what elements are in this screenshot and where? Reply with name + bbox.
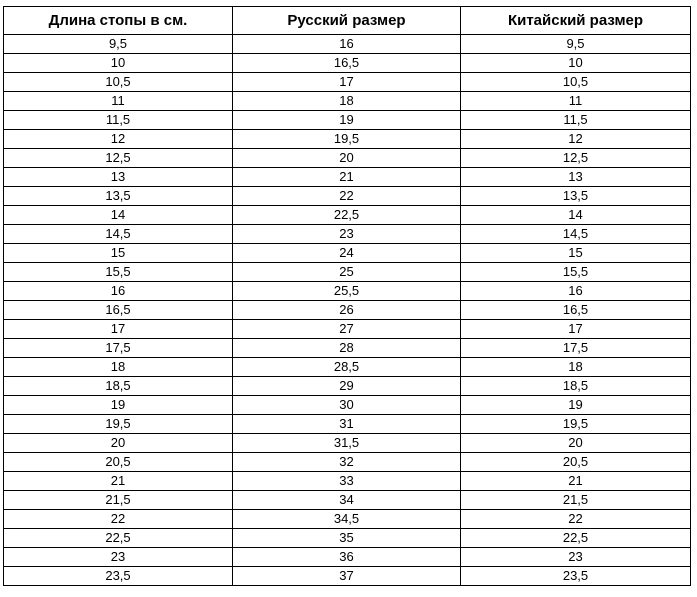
cell-chinese-size: 12 [461, 130, 691, 149]
table-row [4, 282, 691, 301]
cell-russian-size: 25,5 [233, 282, 461, 301]
cell-foot-length: 9,5 [4, 35, 233, 54]
cell-foot-length: 15 [4, 244, 233, 263]
cell-russian-size: 22,5 [233, 206, 461, 225]
cell-russian-size: 30 [233, 396, 461, 415]
cell-foot-length: 19,5 [4, 415, 233, 434]
table-row [4, 529, 691, 548]
cell-chinese-size: 23,5 [461, 567, 691, 586]
cell-foot-length: 17,5 [4, 339, 233, 358]
size-chart [3, 6, 691, 586]
cell-chinese-size: 11 [461, 92, 691, 111]
cell-chinese-size: 12,5 [461, 149, 691, 168]
cell-russian-size: 20 [233, 149, 461, 168]
cell-russian-size: 26 [233, 301, 461, 320]
cell-chinese-size: 16,5 [461, 301, 691, 320]
cell-russian-size: 29 [233, 377, 461, 396]
table-row [4, 187, 691, 206]
cell-chinese-size: 20 [461, 434, 691, 453]
cell-russian-size: 22 [233, 187, 461, 206]
cell-foot-length: 14,5 [4, 225, 233, 244]
cell-chinese-size: 15 [461, 244, 691, 263]
cell-chinese-size: 18 [461, 358, 691, 377]
cell-russian-size: 19,5 [233, 130, 461, 149]
cell-russian-size: 33 [233, 472, 461, 491]
cell-foot-length: 18 [4, 358, 233, 377]
cell-foot-length: 19 [4, 396, 233, 415]
cell-russian-size: 17 [233, 73, 461, 92]
table-row [4, 54, 691, 73]
cell-foot-length: 16 [4, 282, 233, 301]
cell-chinese-size: 23 [461, 548, 691, 567]
cell-chinese-size: 21 [461, 472, 691, 491]
cell-chinese-size: 14 [461, 206, 691, 225]
cell-russian-size: 32 [233, 453, 461, 472]
cell-chinese-size: 21,5 [461, 491, 691, 510]
table-row [4, 472, 691, 491]
table-row [4, 244, 691, 263]
cell-foot-length: 11 [4, 92, 233, 111]
cell-foot-length: 22 [4, 510, 233, 529]
cell-chinese-size: 11,5 [461, 111, 691, 130]
cell-russian-size: 24 [233, 244, 461, 263]
cell-chinese-size: 16 [461, 282, 691, 301]
cell-foot-length: 16,5 [4, 301, 233, 320]
table-row [4, 491, 691, 510]
table-row [4, 567, 691, 586]
table-row [4, 149, 691, 168]
cell-russian-size: 25 [233, 263, 461, 282]
cell-foot-length: 13,5 [4, 187, 233, 206]
table-row [4, 225, 691, 244]
cell-foot-length: 18,5 [4, 377, 233, 396]
cell-chinese-size: 13 [461, 168, 691, 187]
cell-russian-size: 34 [233, 491, 461, 510]
cell-russian-size: 16 [233, 35, 461, 54]
header-row [4, 7, 691, 35]
cell-chinese-size: 17 [461, 320, 691, 339]
cell-russian-size: 34,5 [233, 510, 461, 529]
cell-russian-size: 36 [233, 548, 461, 567]
cell-chinese-size: 13,5 [461, 187, 691, 206]
cell-chinese-size: 18,5 [461, 377, 691, 396]
cell-russian-size: 37 [233, 567, 461, 586]
cell-chinese-size: 17,5 [461, 339, 691, 358]
cell-russian-size: 27 [233, 320, 461, 339]
table-row [4, 415, 691, 434]
cell-chinese-size: 9,5 [461, 35, 691, 54]
cell-foot-length: 21 [4, 472, 233, 491]
cell-foot-length: 17 [4, 320, 233, 339]
header-russian-size: Русский размер [233, 7, 461, 35]
table-row [4, 206, 691, 225]
header-chinese-size: Китайский размер [461, 7, 691, 35]
table-row [4, 92, 691, 111]
table-row [4, 168, 691, 187]
table-row [4, 301, 691, 320]
cell-chinese-size: 20,5 [461, 453, 691, 472]
cell-chinese-size: 10 [461, 54, 691, 73]
cell-foot-length: 10,5 [4, 73, 233, 92]
table-row [4, 320, 691, 339]
cell-russian-size: 31,5 [233, 434, 461, 453]
cell-russian-size: 35 [233, 529, 461, 548]
cell-russian-size: 18 [233, 92, 461, 111]
cell-russian-size: 28,5 [233, 358, 461, 377]
table-row [4, 111, 691, 130]
cell-chinese-size: 19 [461, 396, 691, 415]
cell-russian-size: 19 [233, 111, 461, 130]
table-row [4, 73, 691, 92]
cell-foot-length: 23 [4, 548, 233, 567]
table-row [4, 358, 691, 377]
cell-chinese-size: 15,5 [461, 263, 691, 282]
table-row [4, 263, 691, 282]
cell-chinese-size: 10,5 [461, 73, 691, 92]
table-row [4, 339, 691, 358]
cell-chinese-size: 22 [461, 510, 691, 529]
cell-foot-length: 20,5 [4, 453, 233, 472]
cell-russian-size: 21 [233, 168, 461, 187]
cell-foot-length: 13 [4, 168, 233, 187]
table-row [4, 35, 691, 54]
size-conversion-table [3, 6, 691, 586]
cell-russian-size: 31 [233, 415, 461, 434]
cell-foot-length: 12,5 [4, 149, 233, 168]
table-body [4, 35, 691, 586]
cell-foot-length: 22,5 [4, 529, 233, 548]
table-row [4, 377, 691, 396]
cell-chinese-size: 19,5 [461, 415, 691, 434]
cell-russian-size: 16,5 [233, 54, 461, 73]
cell-foot-length: 20 [4, 434, 233, 453]
table-row [4, 548, 691, 567]
cell-foot-length: 15,5 [4, 263, 233, 282]
cell-foot-length: 21,5 [4, 491, 233, 510]
cell-foot-length: 23,5 [4, 567, 233, 586]
table-row [4, 130, 691, 149]
table-row [4, 434, 691, 453]
cell-russian-size: 23 [233, 225, 461, 244]
table-row [4, 453, 691, 472]
header-foot-length: Длина стопы в см. [4, 7, 233, 35]
cell-foot-length: 11,5 [4, 111, 233, 130]
cell-foot-length: 12 [4, 130, 233, 149]
cell-foot-length: 14 [4, 206, 233, 225]
cell-russian-size: 28 [233, 339, 461, 358]
cell-chinese-size: 22,5 [461, 529, 691, 548]
cell-foot-length: 10 [4, 54, 233, 73]
table-header [4, 7, 691, 35]
cell-chinese-size: 14,5 [461, 225, 691, 244]
table-row [4, 510, 691, 529]
table-row [4, 396, 691, 415]
